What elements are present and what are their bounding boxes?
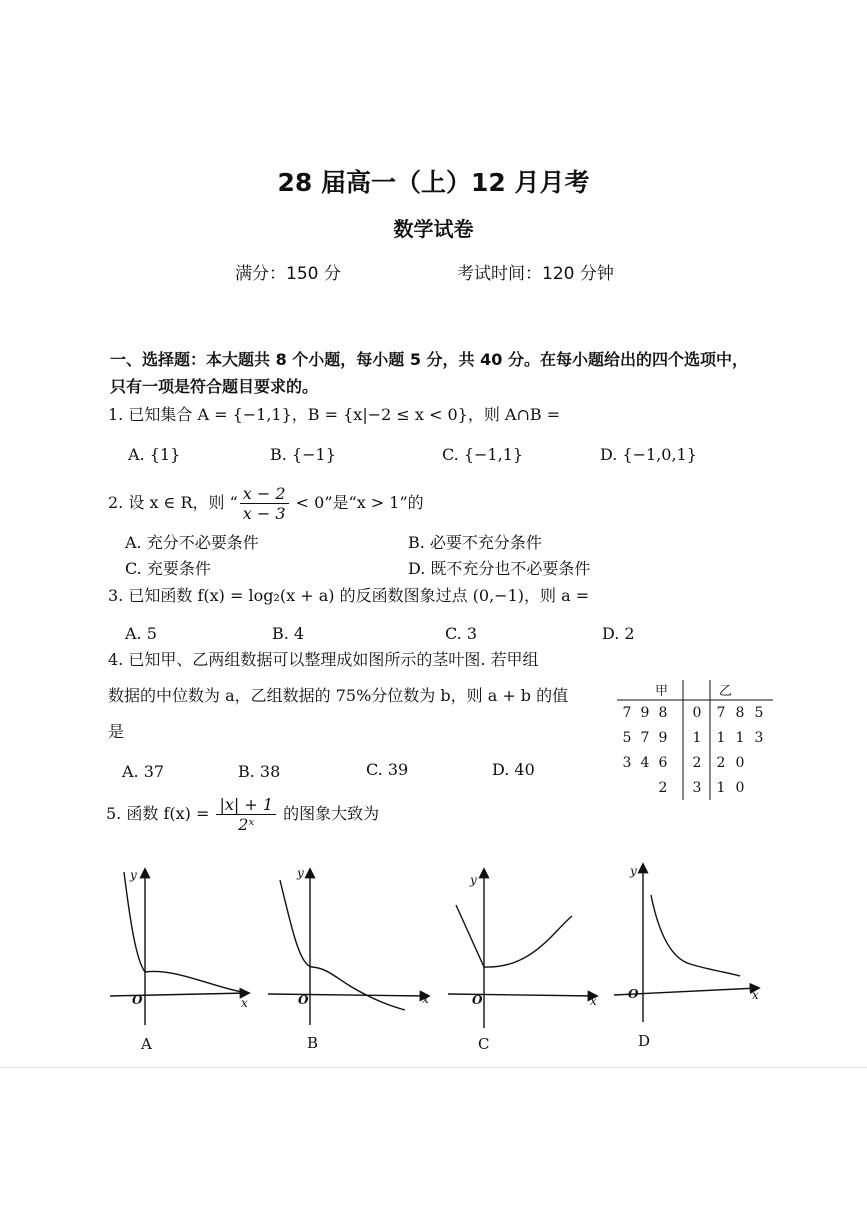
graph-c-y-label: y [470,873,477,887]
exam-title: 28 届高一（上）12 月月考 [277,168,590,197]
q4-option-c: C. 39 [366,760,409,779]
page-divider [0,1067,867,1068]
leaf-right: 1 [716,730,726,746]
q3-option-d: D. 2 [602,624,635,643]
q5-prefix: 5. 函数 f(x) = [106,804,215,823]
exam-time: 考试时间：120 分钟 [457,264,614,284]
graph-c-label: C [478,1035,490,1053]
leaf-right: 1 [716,780,726,796]
stem-leaf-left-header: 甲 [655,684,669,699]
graph-d-label: D [638,1032,651,1050]
exam-subtitle: 数学试卷 [393,217,474,241]
q2-frac-den: x − 3 [242,504,286,523]
stem-value: 3 [692,780,702,796]
stem-value: 2 [692,755,702,771]
q4-line1: 4. 已知甲、乙两组数据可以整理成如图所示的茎叶图. 若甲组 [108,650,539,669]
q3-option-b: B. 4 [272,624,305,643]
leaf-right: 0 [735,780,745,796]
graph-c [448,870,596,1028]
q2-option-c: C. 充要条件 [125,559,211,578]
leaf-right: 1 [735,730,745,746]
q1-option-b: B. {−1} [270,445,336,464]
graph-d-y-label: y [630,864,637,878]
q3-option-c: C. 3 [445,624,478,643]
q2-fraction [240,484,289,523]
leaf-right: 2 [716,755,726,771]
q3-stem: 3. 已知函数 f(x) = log₂(x + a) 的反函数图象过点 (0,−1)，则 a = [108,586,590,605]
leaf-left: 4 [640,755,650,771]
graph-b-y-label: y [297,866,304,880]
leaf-right: 0 [735,755,745,771]
graph-b-x-label: x [422,992,429,1006]
leaf-left: 7 [640,730,650,746]
leaf-right: 8 [735,705,745,721]
q5-suffix: 的图象大致为 [278,804,380,823]
section-heading: 一、选择题：本大题共 8 个小题，每小题 5 分，共 40 分。在每小题给出的四个选项中， [110,350,748,369]
full-score: 满分：150 分 [235,264,341,284]
graph-a-label: A [141,1035,152,1053]
q2-prefix: 2. 设 x ∈ R，则 “ [108,493,238,512]
q2-option-d: D. 既不充分也不必要条件 [408,559,591,578]
graph-b-origin: O [298,993,309,1007]
q1-stem: 1. 已知集合 A = {−1,1}，B = {x|−2 ≤ x < 0}，则 A∩B = [108,405,561,424]
section-heading-cont: 只有一项是符合题目要求的。 [110,377,319,396]
q2-option-b: B. 必要不充分条件 [408,533,542,552]
q3-option-a: A. 5 [125,624,157,643]
leaf-left: 5 [622,730,632,746]
stem-value: 0 [692,705,702,721]
leaf-right: 5 [754,705,764,721]
graph-c-x-label: x [590,994,597,1008]
stem-value: 1 [692,730,702,746]
leaf-right: 7 [716,705,726,721]
leaf-left: 9 [658,730,668,746]
q4-line2: 数据的中位数为 a，乙组数据的 75%分位数为 b，则 a + b 的值 [108,686,569,705]
graph-b [268,870,428,1025]
leaf-left: 2 [658,780,668,796]
q2-stem [108,484,424,523]
q4-option-b: B. 38 [238,762,281,781]
leaf-left: 3 [622,755,632,771]
q2-option-a: A. 充分不必要条件 [125,533,259,552]
leaf-left: 7 [622,705,632,721]
graph-a-x-label: x [241,996,248,1010]
q4-line3: 是 [108,722,125,741]
graph-c-origin: O [472,993,483,1007]
leaf-left: 6 [658,755,668,771]
q1-option-a: A. {1} [128,445,181,464]
q5-fraction [216,795,276,834]
stem-leaf-plot [615,680,775,802]
q2-suffix: < 0”是“x > 1”的 [290,493,424,512]
graph-b-label: B [307,1034,319,1052]
q5-stem [106,795,379,834]
q5-frac-num: |x| + 1 [216,795,276,815]
graph-d-x-label: x [752,988,759,1002]
q5-frac-den: 2ˣ [238,815,255,834]
leaf-right: 3 [754,730,764,746]
leaf-left: 9 [640,705,650,721]
q1-option-d: D. {−1,0,1} [600,445,697,464]
graph-a-origin: O [132,993,143,1007]
q4-option-d: D. 40 [492,760,535,779]
q4-option-a: A. 37 [122,762,165,781]
leaf-left: 8 [658,705,668,721]
graph-a-y-label: y [130,868,137,882]
graph-a [110,870,248,1025]
q1-option-c: C. {−1,1} [442,445,524,464]
q2-frac-num: x − 2 [240,484,289,504]
graph-d-origin: O [628,987,639,1001]
stem-leaf-right-header: 乙 [719,684,733,699]
